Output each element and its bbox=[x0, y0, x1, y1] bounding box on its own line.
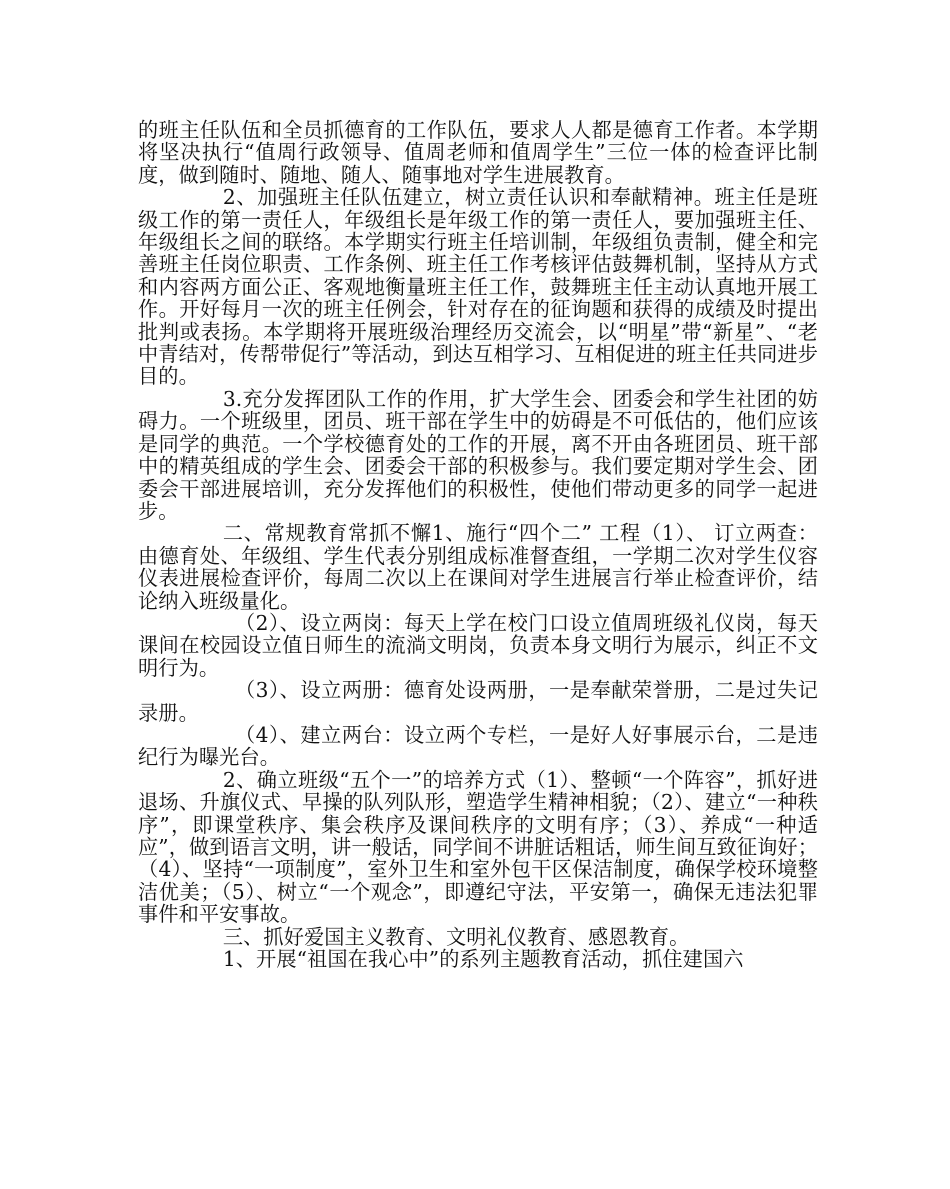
paragraph-10: 1、开展“祖国在我心中”的系列主题教育活动，抓住建国六 bbox=[222, 947, 744, 972]
paragraph-1: 的班主任队伍和全员抓德育的工作队伍，要求人人都是德育工作者。本学期将坚决执行“值周行政领导、值周老师和值周学生”三位一体的检查评比制度，做到随时、随地、随人、随事地对学生进展教育。 bbox=[138, 118, 818, 187]
paragraph-9: 三、抓好爱国主义教育、文明礼仪教育、感恩教育。 bbox=[222, 924, 690, 949]
paragraph-6: （3）、设立两册：德育处设两册，一是奉献荣誉册，二是过失记录册。 bbox=[138, 678, 818, 725]
paragraph-2: 2、加强班主任队伍建立，树立责任认识和奉献精神。班主任是班级工作的第一责任人，年级组长是年级工作的第一责任人，要加强班主任、年级组长之间的联络。本学期实行班主任培训制，年级组负责制，健全和完善班主任岗位职责、工作条例、班主任工作考核评估鼓舞机制，坚持从方式和内容两方面公正、客观地衡量班主任工作，鼓舞班主任主动认真地开展工作。开好每月一次的班主任例会，针对存在的征询题和获得的成绩及时提出批判或表扬。本学期将开展班级治理经历交流会，以“明星”带“新星”、“老中青结对，传帮带促行”等活动，到达互相学习、互相促进的班主任共同进步目的。 bbox=[138, 185, 818, 389]
paragraph-4: 二、常规教育常抓不懈1、施行“四个二” 工程（1）、 订立两查：由德育处、年级组、学生代表分别组成标准督查组，一学期二次对学生仪容仪表进展检查评价，每周二次以上在课间对学生进展言行举止检查评价，结论纳入班级量化。 bbox=[138, 521, 818, 613]
paragraph-8: 2、确立班级“五个一”的培养方式（1）、整顿“一个阵容”，抓好进退场、升旗仪式、早操的队列队形，塑造学生精神相貌；（2）、建立“一种秩序”，即课堂秩序、集会秩序及课间秩序的文明有序；（3）、养成“一种适应”，做到语言文明，讲一般话，同学间不讲脏话粗话，师生间互致征询好；（4）、坚持“一项制度”，室外卫生和室外包干区保洁制度，确保学校环境整洁优美；（5）、树立“一个观念”，即遵纪守法，平安第一，确保无违法犯罪事件和平安事故。 bbox=[138, 767, 818, 927]
paragraph-3: 3.充分发挥团队工作的作用，扩大学生会、团委会和学生社团的妨碍力。一个班级里，团员、班干部在学生中的妨碍是不可低估的，他们应该是同学的典范。一个学校德育处的工作的开展，离不开由各班团员、班干部中的精英组成的学生会、团委会干部的积极参与。我们要定期对学生会、团委会干部进展培训，充分发挥他们的积极性，使他们带动更多的同学一起进步。 bbox=[138, 386, 818, 523]
paragraph-5: （2）、设立两岗：每天上学在校门口设立值周班级礼仪岗，每天课间在校园设立值日师生的流淌文明岗，负责本身文明行为展示，纠正不文明行为。 bbox=[138, 610, 818, 680]
document-page bbox=[138, 119, 818, 970]
paragraph-7: （4）、建立两台：设立两个专栏，一是好人好事展示台，二是违纪行为曝光台。 bbox=[138, 722, 818, 770]
